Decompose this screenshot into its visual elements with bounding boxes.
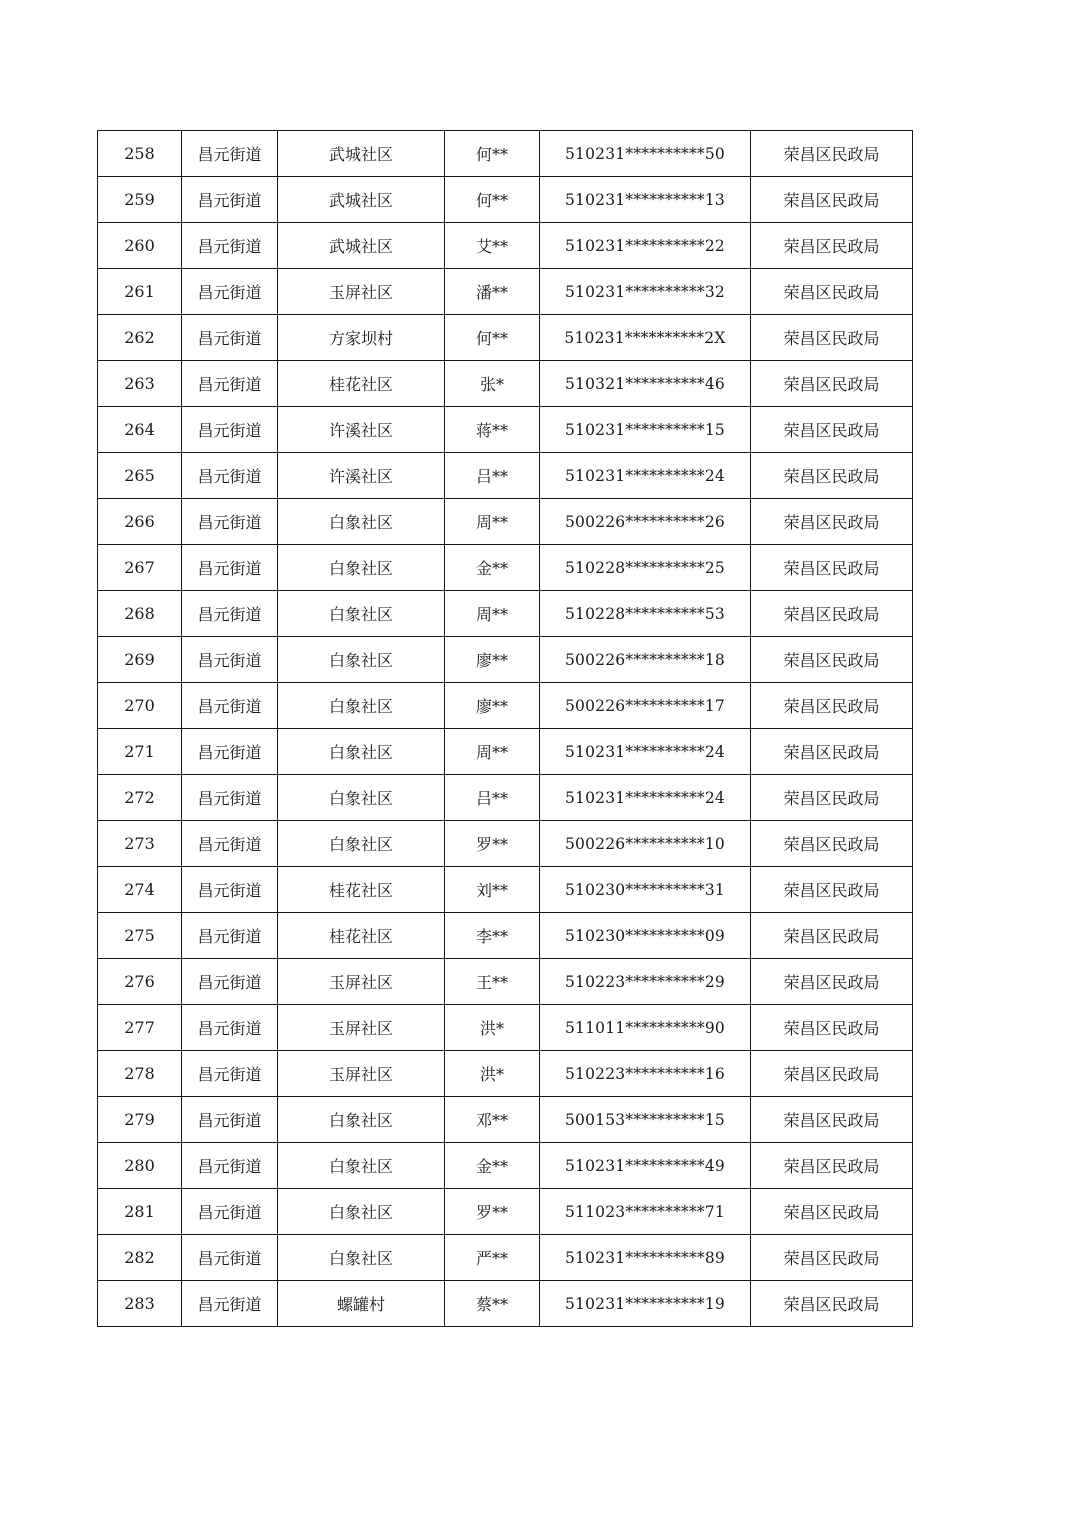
street-cell: 昌元街道 bbox=[182, 499, 278, 545]
id-number-cell: 510231**********15 bbox=[540, 407, 751, 453]
person-name-cell: 洪* bbox=[445, 1051, 540, 1097]
id-number-cell: 500226**********18 bbox=[540, 637, 751, 683]
row-number: 277 bbox=[98, 1005, 182, 1051]
street-cell: 昌元街道 bbox=[182, 361, 278, 407]
authority-cell: 荣昌区民政局 bbox=[751, 545, 913, 591]
table-row bbox=[98, 177, 913, 223]
table-row bbox=[98, 453, 913, 499]
table-row bbox=[98, 591, 913, 637]
community-cell: 白象社区 bbox=[278, 1143, 445, 1189]
table-row bbox=[98, 545, 913, 591]
person-name-cell: 张* bbox=[445, 361, 540, 407]
authority-cell: 荣昌区民政局 bbox=[751, 821, 913, 867]
roster-table bbox=[97, 130, 913, 1327]
community-cell: 玉屏社区 bbox=[278, 1051, 445, 1097]
authority-cell: 荣昌区民政局 bbox=[751, 1281, 913, 1327]
person-name-cell: 金** bbox=[445, 1143, 540, 1189]
row-number: 282 bbox=[98, 1235, 182, 1281]
authority-cell: 荣昌区民政局 bbox=[751, 913, 913, 959]
community-cell: 桂花社区 bbox=[278, 913, 445, 959]
street-cell: 昌元街道 bbox=[182, 775, 278, 821]
street-cell: 昌元街道 bbox=[182, 453, 278, 499]
row-number: 276 bbox=[98, 959, 182, 1005]
row-number: 278 bbox=[98, 1051, 182, 1097]
person-name-cell: 吕** bbox=[445, 453, 540, 499]
table-row bbox=[98, 1281, 913, 1327]
community-cell: 白象社区 bbox=[278, 499, 445, 545]
person-name-cell: 蔡** bbox=[445, 1281, 540, 1327]
community-cell: 白象社区 bbox=[278, 729, 445, 775]
table-row bbox=[98, 1005, 913, 1051]
authority-cell: 荣昌区民政局 bbox=[751, 1051, 913, 1097]
table-row bbox=[98, 637, 913, 683]
id-number-cell: 510231**********13 bbox=[540, 177, 751, 223]
row-number: 261 bbox=[98, 269, 182, 315]
authority-cell: 荣昌区民政局 bbox=[751, 499, 913, 545]
authority-cell: 荣昌区民政局 bbox=[751, 1189, 913, 1235]
row-number: 274 bbox=[98, 867, 182, 913]
id-number-cell: 510231**********22 bbox=[540, 223, 751, 269]
table-row bbox=[98, 223, 913, 269]
community-cell: 白象社区 bbox=[278, 545, 445, 591]
id-number-cell: 510321**********46 bbox=[540, 361, 751, 407]
id-number-cell: 510231**********24 bbox=[540, 729, 751, 775]
row-number: 260 bbox=[98, 223, 182, 269]
authority-cell: 荣昌区民政局 bbox=[751, 223, 913, 269]
id-number-cell: 500153**********15 bbox=[540, 1097, 751, 1143]
community-cell: 白象社区 bbox=[278, 683, 445, 729]
person-name-cell: 李** bbox=[445, 913, 540, 959]
id-number-cell: 510231**********50 bbox=[540, 131, 751, 177]
row-number: 259 bbox=[98, 177, 182, 223]
community-cell: 许溪社区 bbox=[278, 407, 445, 453]
id-number-cell: 510231**********89 bbox=[540, 1235, 751, 1281]
row-number: 262 bbox=[98, 315, 182, 361]
street-cell: 昌元街道 bbox=[182, 131, 278, 177]
row-number: 265 bbox=[98, 453, 182, 499]
community-cell: 武城社区 bbox=[278, 177, 445, 223]
id-number-cell: 510223**********16 bbox=[540, 1051, 751, 1097]
street-cell: 昌元街道 bbox=[182, 223, 278, 269]
community-cell: 方家坝村 bbox=[278, 315, 445, 361]
authority-cell: 荣昌区民政局 bbox=[751, 591, 913, 637]
authority-cell: 荣昌区民政局 bbox=[751, 1097, 913, 1143]
authority-cell: 荣昌区民政局 bbox=[751, 959, 913, 1005]
community-cell: 白象社区 bbox=[278, 821, 445, 867]
id-number-cell: 500226**********10 bbox=[540, 821, 751, 867]
row-number: 283 bbox=[98, 1281, 182, 1327]
street-cell: 昌元街道 bbox=[182, 1143, 278, 1189]
table-row bbox=[98, 315, 913, 361]
community-cell: 桂花社区 bbox=[278, 867, 445, 913]
street-cell: 昌元街道 bbox=[182, 913, 278, 959]
id-number-cell: 510231**********2X bbox=[540, 315, 751, 361]
table-row bbox=[98, 913, 913, 959]
table-row bbox=[98, 131, 913, 177]
id-number-cell: 511023**********71 bbox=[540, 1189, 751, 1235]
table-row bbox=[98, 867, 913, 913]
person-name-cell: 潘** bbox=[445, 269, 540, 315]
person-name-cell: 周** bbox=[445, 729, 540, 775]
person-name-cell: 罗** bbox=[445, 821, 540, 867]
street-cell: 昌元街道 bbox=[182, 591, 278, 637]
authority-cell: 荣昌区民政局 bbox=[751, 775, 913, 821]
street-cell: 昌元街道 bbox=[182, 315, 278, 361]
street-cell: 昌元街道 bbox=[182, 1235, 278, 1281]
id-number-cell: 500226**********26 bbox=[540, 499, 751, 545]
id-number-cell: 500226**********17 bbox=[540, 683, 751, 729]
community-cell: 玉屏社区 bbox=[278, 959, 445, 1005]
row-number: 279 bbox=[98, 1097, 182, 1143]
authority-cell: 荣昌区民政局 bbox=[751, 453, 913, 499]
street-cell: 昌元街道 bbox=[182, 407, 278, 453]
person-name-cell: 廖** bbox=[445, 637, 540, 683]
street-cell: 昌元街道 bbox=[182, 637, 278, 683]
authority-cell: 荣昌区民政局 bbox=[751, 867, 913, 913]
person-name-cell: 吕** bbox=[445, 775, 540, 821]
street-cell: 昌元街道 bbox=[182, 1189, 278, 1235]
person-name-cell: 廖** bbox=[445, 683, 540, 729]
id-number-cell: 510231**********32 bbox=[540, 269, 751, 315]
table-row bbox=[98, 1235, 913, 1281]
street-cell: 昌元街道 bbox=[182, 1005, 278, 1051]
community-cell: 玉屏社区 bbox=[278, 1005, 445, 1051]
community-cell: 螺罐村 bbox=[278, 1281, 445, 1327]
id-number-cell: 510223**********29 bbox=[540, 959, 751, 1005]
street-cell: 昌元街道 bbox=[182, 683, 278, 729]
authority-cell: 荣昌区民政局 bbox=[751, 1143, 913, 1189]
row-number: 266 bbox=[98, 499, 182, 545]
row-number: 258 bbox=[98, 131, 182, 177]
street-cell: 昌元街道 bbox=[182, 177, 278, 223]
table-row bbox=[98, 821, 913, 867]
community-cell: 白象社区 bbox=[278, 1097, 445, 1143]
person-name-cell: 洪* bbox=[445, 1005, 540, 1051]
row-number: 281 bbox=[98, 1189, 182, 1235]
id-number-cell: 510230**********09 bbox=[540, 913, 751, 959]
table-row bbox=[98, 683, 913, 729]
authority-cell: 荣昌区民政局 bbox=[751, 1005, 913, 1051]
table-row bbox=[98, 1097, 913, 1143]
row-number: 273 bbox=[98, 821, 182, 867]
person-name-cell: 周** bbox=[445, 591, 540, 637]
community-cell: 玉屏社区 bbox=[278, 269, 445, 315]
id-number-cell: 510231**********24 bbox=[540, 775, 751, 821]
street-cell: 昌元街道 bbox=[182, 821, 278, 867]
person-name-cell: 何** bbox=[445, 177, 540, 223]
street-cell: 昌元街道 bbox=[182, 729, 278, 775]
id-number-cell: 510228**********25 bbox=[540, 545, 751, 591]
person-name-cell: 何** bbox=[445, 131, 540, 177]
community-cell: 白象社区 bbox=[278, 775, 445, 821]
row-number: 263 bbox=[98, 361, 182, 407]
person-name-cell: 刘** bbox=[445, 867, 540, 913]
table-row bbox=[98, 959, 913, 1005]
row-number: 269 bbox=[98, 637, 182, 683]
community-cell: 武城社区 bbox=[278, 223, 445, 269]
authority-cell: 荣昌区民政局 bbox=[751, 361, 913, 407]
street-cell: 昌元街道 bbox=[182, 545, 278, 591]
street-cell: 昌元街道 bbox=[182, 269, 278, 315]
authority-cell: 荣昌区民政局 bbox=[751, 683, 913, 729]
street-cell: 昌元街道 bbox=[182, 867, 278, 913]
community-cell: 白象社区 bbox=[278, 637, 445, 683]
table-row bbox=[98, 1051, 913, 1097]
street-cell: 昌元街道 bbox=[182, 959, 278, 1005]
table-row bbox=[98, 1143, 913, 1189]
authority-cell: 荣昌区民政局 bbox=[751, 637, 913, 683]
table-row bbox=[98, 1189, 913, 1235]
table-row bbox=[98, 775, 913, 821]
person-name-cell: 艾** bbox=[445, 223, 540, 269]
row-number: 268 bbox=[98, 591, 182, 637]
person-name-cell: 金** bbox=[445, 545, 540, 591]
street-cell: 昌元街道 bbox=[182, 1051, 278, 1097]
table-row bbox=[98, 729, 913, 775]
person-name-cell: 蒋** bbox=[445, 407, 540, 453]
row-number: 280 bbox=[98, 1143, 182, 1189]
id-number-cell: 510230**********31 bbox=[540, 867, 751, 913]
street-cell: 昌元街道 bbox=[182, 1281, 278, 1327]
id-number-cell: 510231**********19 bbox=[540, 1281, 751, 1327]
authority-cell: 荣昌区民政局 bbox=[751, 1235, 913, 1281]
id-number-cell: 510231**********24 bbox=[540, 453, 751, 499]
community-cell: 武城社区 bbox=[278, 131, 445, 177]
id-number-cell: 510231**********49 bbox=[540, 1143, 751, 1189]
authority-cell: 荣昌区民政局 bbox=[751, 407, 913, 453]
roster-body bbox=[98, 131, 913, 1327]
row-number: 272 bbox=[98, 775, 182, 821]
community-cell: 许溪社区 bbox=[278, 453, 445, 499]
community-cell: 桂花社区 bbox=[278, 361, 445, 407]
row-number: 264 bbox=[98, 407, 182, 453]
person-name-cell: 王** bbox=[445, 959, 540, 1005]
table-row bbox=[98, 269, 913, 315]
community-cell: 白象社区 bbox=[278, 1189, 445, 1235]
row-number: 267 bbox=[98, 545, 182, 591]
person-name-cell: 邓** bbox=[445, 1097, 540, 1143]
authority-cell: 荣昌区民政局 bbox=[751, 269, 913, 315]
person-name-cell: 何** bbox=[445, 315, 540, 361]
table-row bbox=[98, 499, 913, 545]
authority-cell: 荣昌区民政局 bbox=[751, 131, 913, 177]
row-number: 271 bbox=[98, 729, 182, 775]
person-name-cell: 周** bbox=[445, 499, 540, 545]
person-name-cell: 严** bbox=[445, 1235, 540, 1281]
authority-cell: 荣昌区民政局 bbox=[751, 729, 913, 775]
row-number: 270 bbox=[98, 683, 182, 729]
row-number: 275 bbox=[98, 913, 182, 959]
community-cell: 白象社区 bbox=[278, 591, 445, 637]
person-name-cell: 罗** bbox=[445, 1189, 540, 1235]
authority-cell: 荣昌区民政局 bbox=[751, 315, 913, 361]
table-row bbox=[98, 407, 913, 453]
table-row bbox=[98, 361, 913, 407]
authority-cell: 荣昌区民政局 bbox=[751, 177, 913, 223]
id-number-cell: 511011**********90 bbox=[540, 1005, 751, 1051]
id-number-cell: 510228**********53 bbox=[540, 591, 751, 637]
street-cell: 昌元街道 bbox=[182, 1097, 278, 1143]
community-cell: 白象社区 bbox=[278, 1235, 445, 1281]
